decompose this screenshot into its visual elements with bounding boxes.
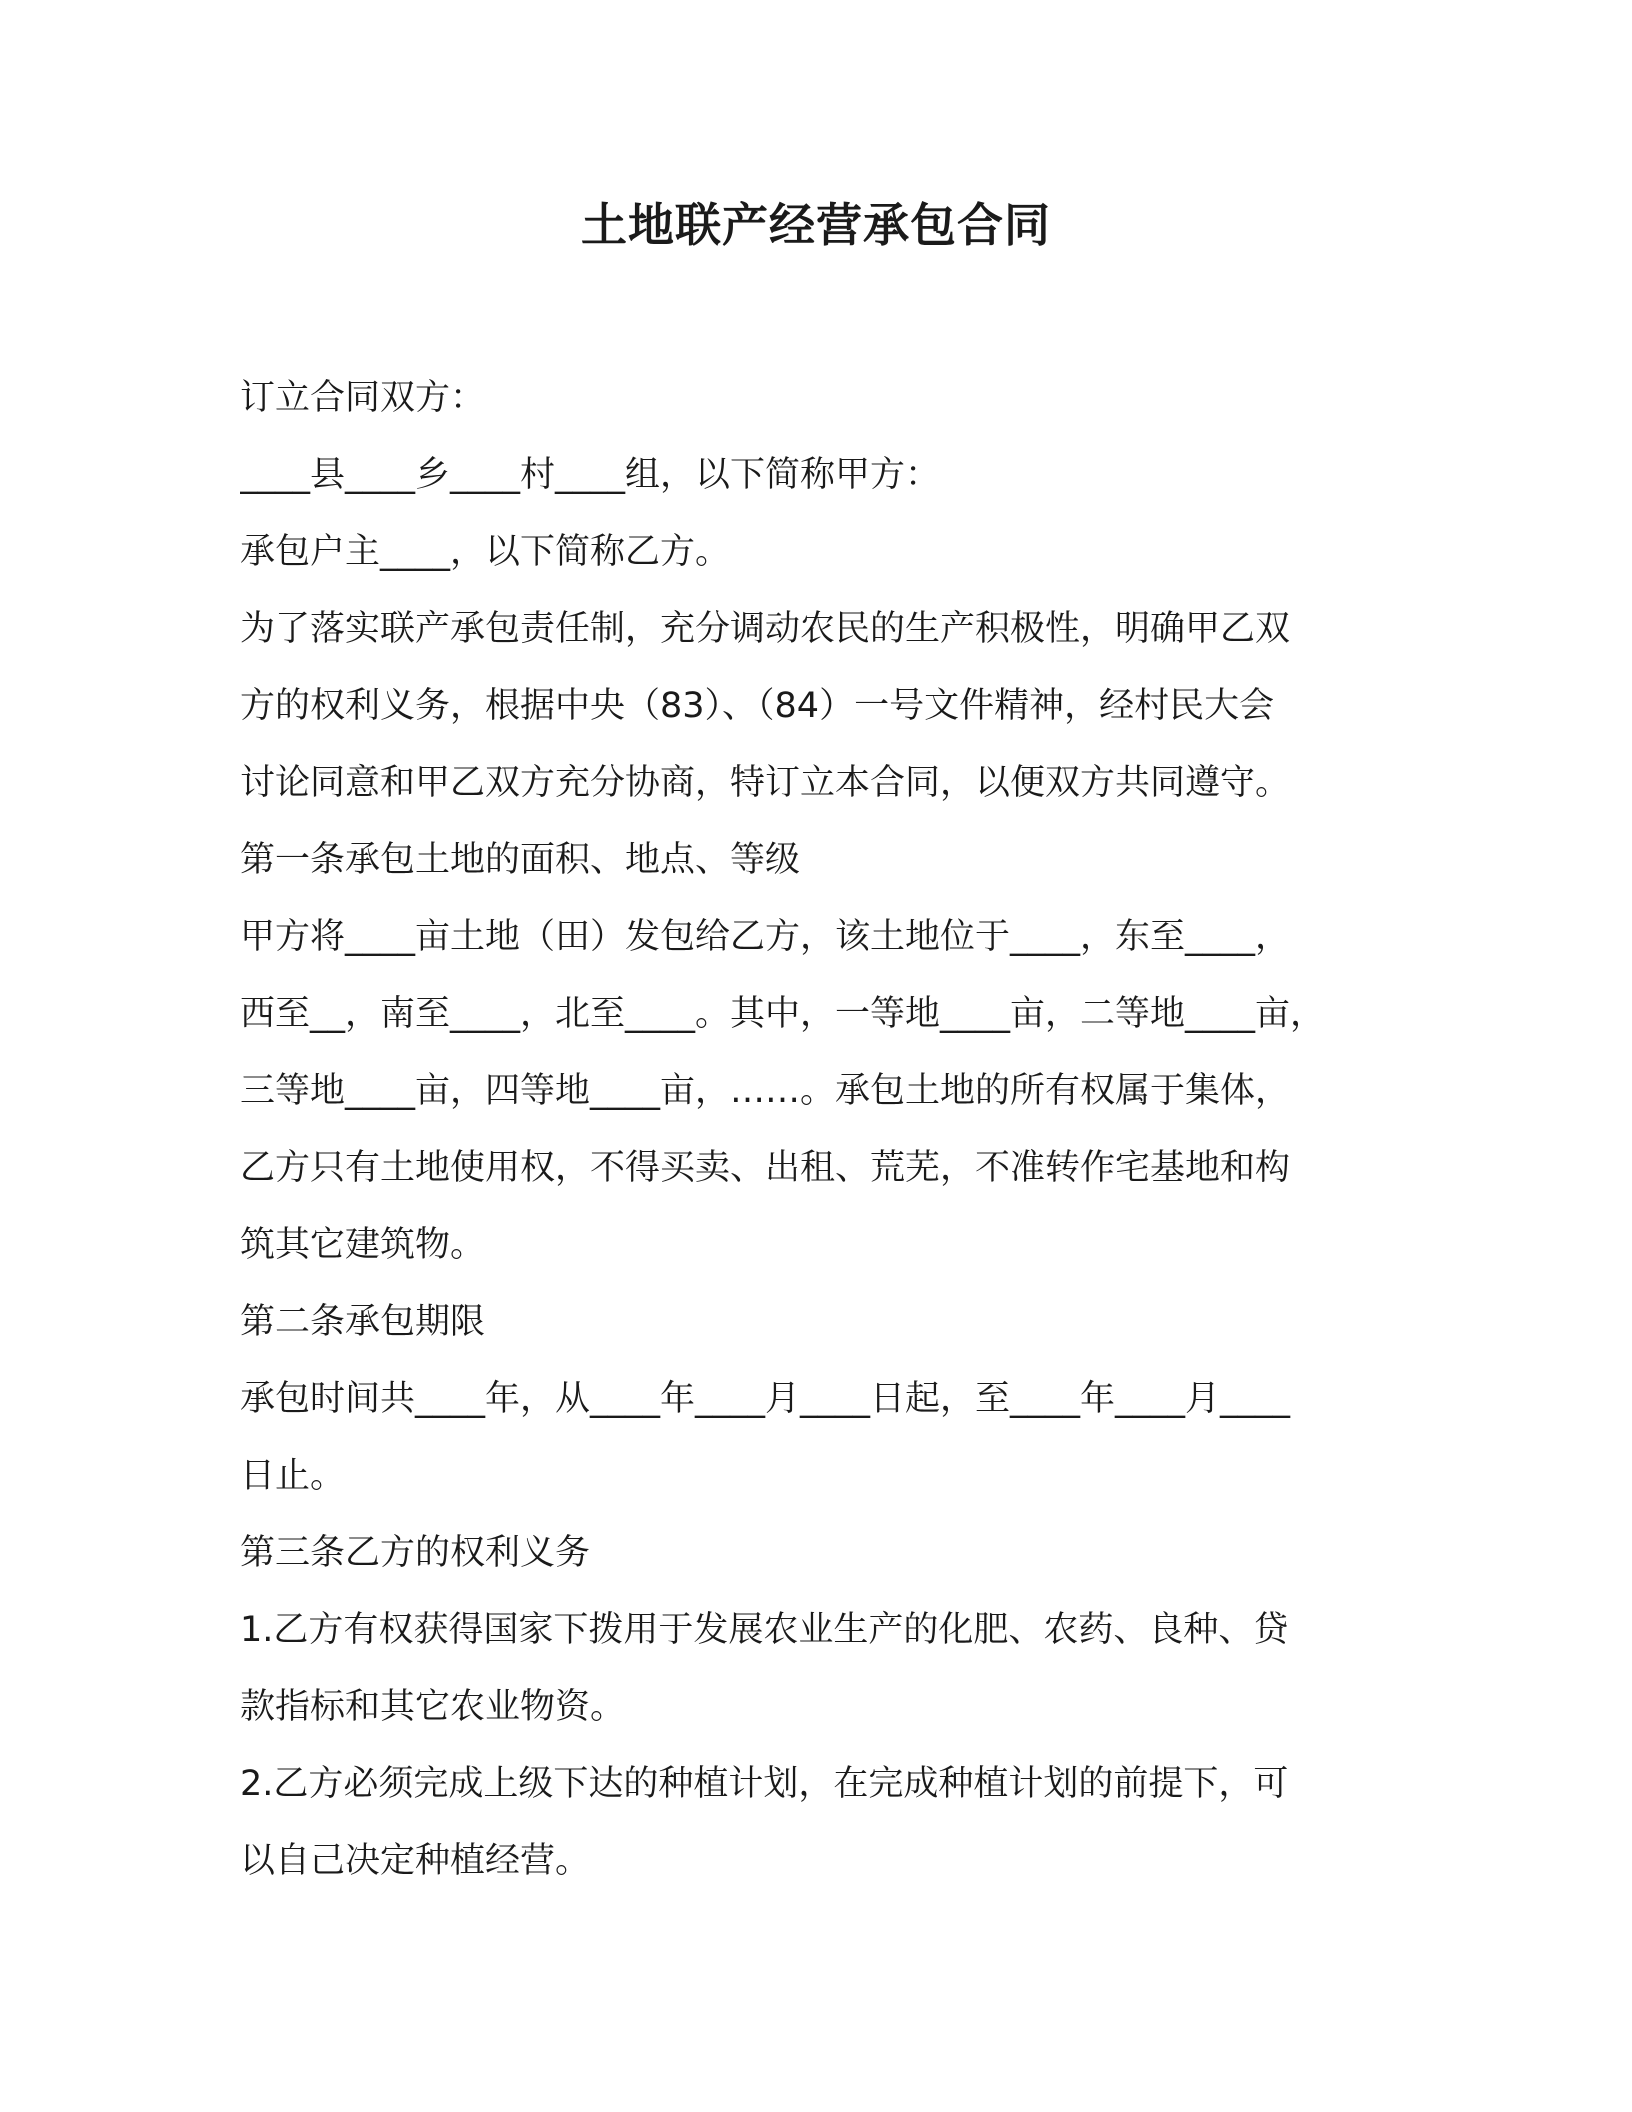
section-heading: 第三条乙方的权利义务: [240, 1533, 591, 1573]
section-heading: 第二条承包期限: [240, 1302, 486, 1342]
text-line: 西至__，南至____，北至____。其中，一等地____亩，二等地____亩，: [240, 994, 1326, 1034]
text-line: 甲方将____亩土地（田）发包给乙方，该土地位于____，东至____，: [240, 917, 1291, 957]
text-line: 2.乙方必须完成上级下达的种植计划，在完成种植计划的前提下，可: [240, 1764, 1289, 1804]
text-line: ____县____乡____村____组，以下简称甲方：: [240, 455, 941, 495]
text-line: 订立合同双方：: [240, 378, 486, 418]
text-line: 讨论同意和甲乙双方充分协商，特订立本合同，以便双方共同遵守。: [240, 763, 1291, 803]
text-line: 以自己决定种植经营。: [240, 1841, 591, 1881]
text-line: 三等地____亩，四等地____亩，……。承包土地的所有权属于集体，: [240, 1071, 1291, 1111]
text-line: 款指标和其它农业物资。: [240, 1687, 626, 1727]
document-body: [240, 360, 1400, 1900]
text-line: 1.乙方有权获得国家下拨用于发展农业生产的化肥、农药、良种、贷: [240, 1610, 1289, 1650]
text-line: 承包户主____，以下简称乙方。: [240, 532, 731, 572]
section-heading: 第一条承包土地的面积、地点、等级: [240, 840, 801, 880]
text-line: 乙方只有土地使用权，不得买卖、出租、荒芜，不准转作宅基地和构: [240, 1148, 1291, 1188]
document-title: 土地联产经营承包合同: [581, 198, 1051, 252]
text-line: 承包时间共____年，从____年____月____日起，至____年____月____: [240, 1379, 1291, 1419]
text-line: 方的权利义务，根据中央（83）、（84）一号文件精神，经村民大会: [240, 686, 1275, 726]
text-line: 为了落实联产承包责任制，充分调动农民的生产积极性，明确甲乙双: [240, 609, 1291, 649]
text-line: 日止。: [240, 1456, 346, 1496]
text-line: 筑其它建筑物。: [240, 1225, 486, 1265]
